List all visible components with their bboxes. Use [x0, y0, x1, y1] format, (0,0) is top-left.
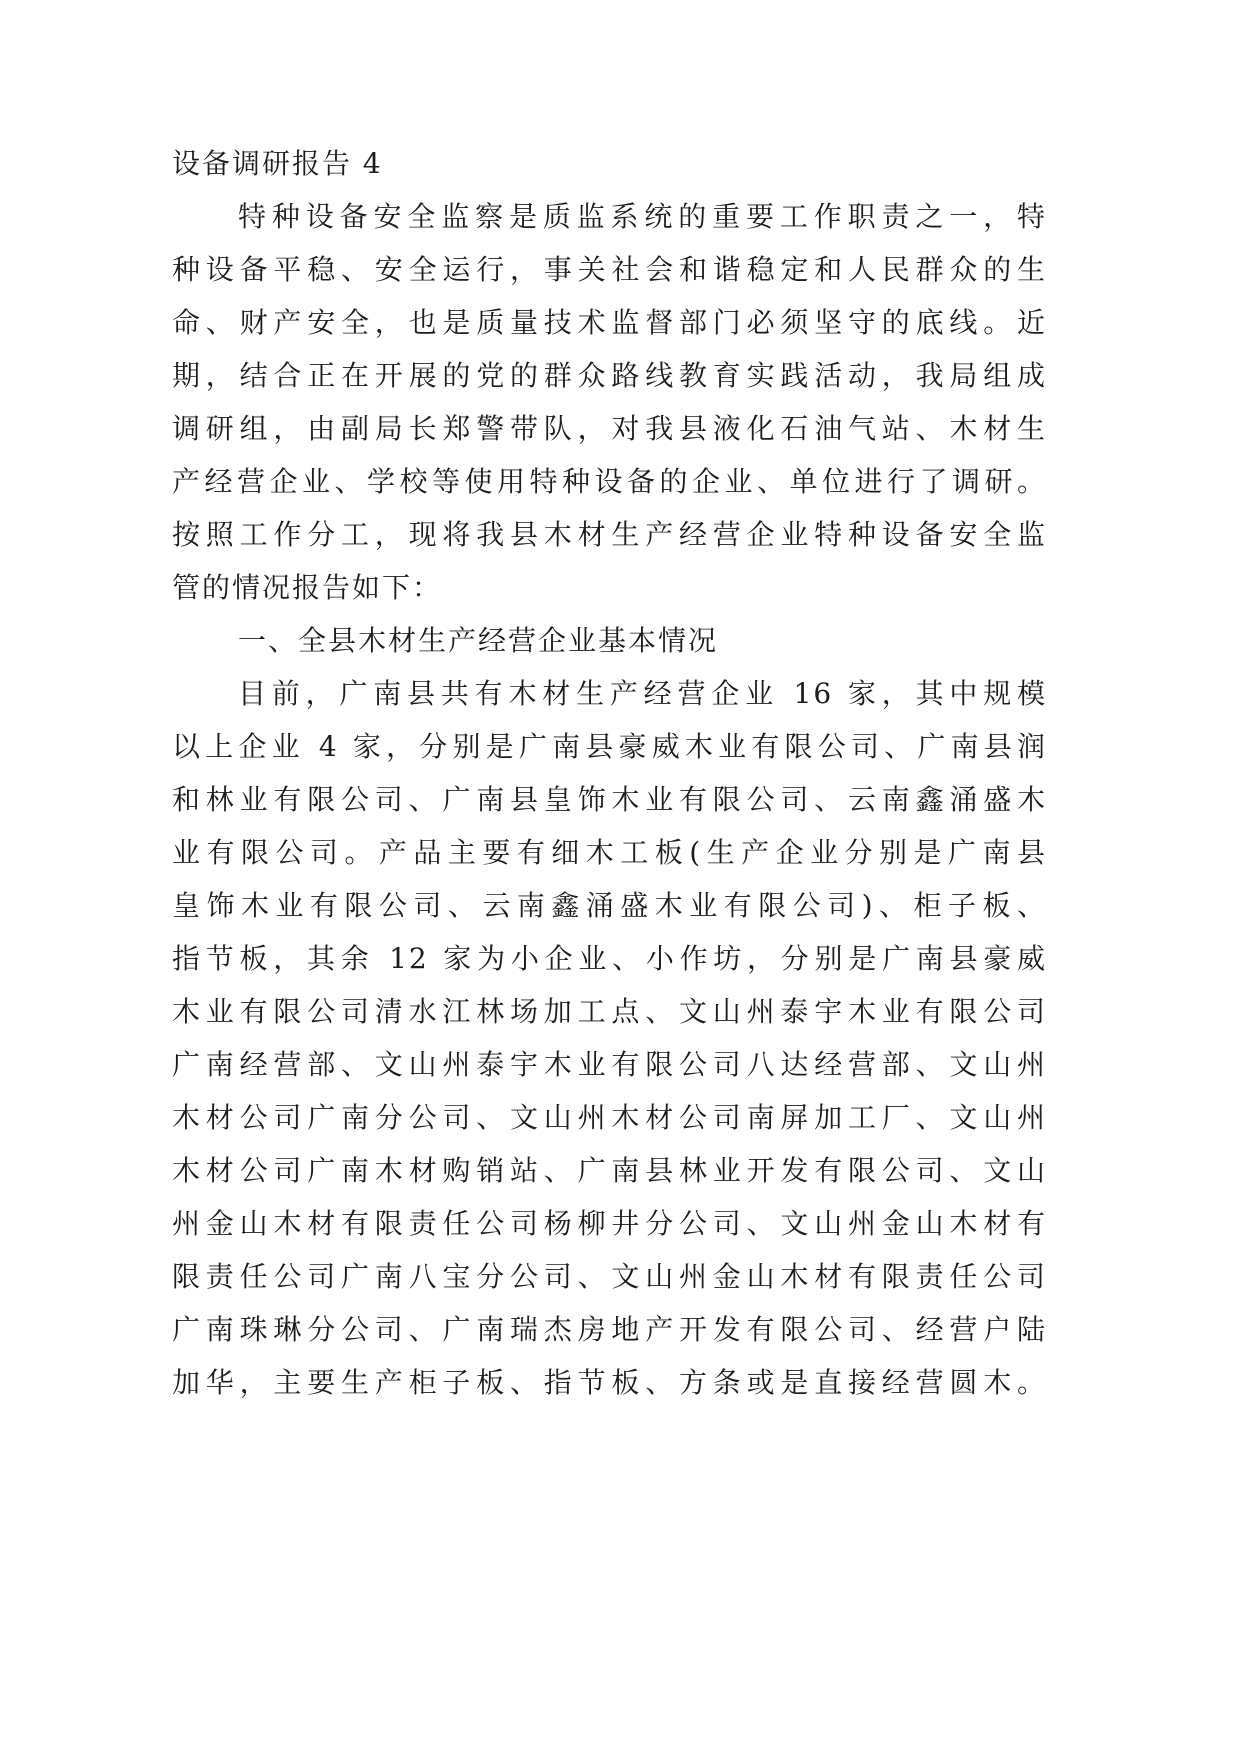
- text-line: 指节板，其余 12 家为小企业、小作坊，分别是广南县豪威: [172, 942, 1047, 975]
- text-line: 按照工作分工，现将我县木材生产经营企业特种设备安全监: [172, 518, 1047, 551]
- text-line: 命、财产安全，也是质量技术监督部门必须坚守的底线。近: [172, 306, 1047, 339]
- text-line: 广南珠琳分公司、广南瑞杰房地产开发有限公司、经营户陆: [172, 1313, 1047, 1346]
- text-line: 调研组，由副局长郑警带队，对我县液化石油气站、木材生: [172, 412, 1047, 445]
- text-line: 木材公司广南木材购销站、广南县林业开发有限公司、文山: [172, 1154, 1047, 1187]
- text-line: 种设备平稳、安全运行，事关社会和谐稳定和人民群众的生: [172, 253, 1047, 286]
- text-line: 特种设备安全监察是质监系统的重要工作职责之一，特: [238, 200, 1047, 233]
- text-line: 和林业有限公司、广南县皇饰木业有限公司、云南鑫涌盛木: [172, 783, 1047, 816]
- text-line: 以上企业 4 家，分别是广南县豪威木业有限公司、广南县润: [172, 730, 1047, 763]
- text-line: 产经营企业、学校等使用特种设备的企业、单位进行了调研。: [172, 465, 1047, 498]
- text-line: 州金山木材有限责任公司杨柳井分公司、文山州金山木材有: [172, 1207, 1047, 1240]
- text-line: 期，结合正在开展的党的群众路线教育实践活动，我局组成: [172, 359, 1047, 392]
- section-heading: 一、全县木材生产经营企业基本情况: [238, 624, 719, 657]
- text-line: 加华，主要生产柜子板、指节板、方条或是直接经营圆木。: [172, 1366, 1047, 1399]
- text-line: 目前，广南县共有木材生产经营企业 16 家，其中规模: [238, 677, 1047, 710]
- document-title: 设备调研报告 4: [172, 147, 383, 180]
- text-line: 限责任公司广南八宝分公司、文山州金山木材有限责任公司: [172, 1260, 1047, 1293]
- text-line: 业有限公司。产品主要有细木工板(生产企业分别是广南县: [172, 836, 1047, 869]
- section-paragraph: [172, 667, 1241, 1409]
- text-line: 皇饰木业有限公司、云南鑫涌盛木业有限公司)、柜子板、: [172, 889, 1047, 922]
- text-line: 木材公司广南分公司、文山州木材公司南屏加工厂、文山州: [172, 1101, 1047, 1134]
- intro-paragraph: [172, 190, 1241, 614]
- text-line: 广南经营部、文山州泰宇木业有限公司八达经营部、文山州: [172, 1048, 1047, 1081]
- text-line: 木业有限公司清水江林场加工点、文山州泰宇木业有限公司: [172, 995, 1047, 1028]
- text-line: 管的情况报告如下：: [172, 571, 443, 604]
